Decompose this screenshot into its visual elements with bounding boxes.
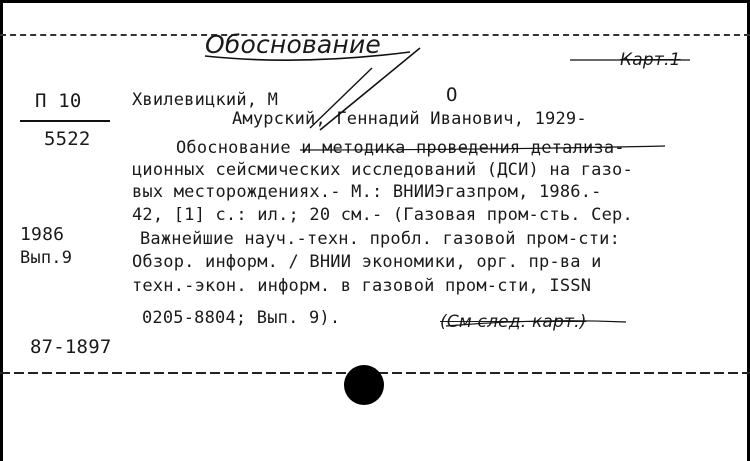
see-next-underline	[446, 321, 626, 326]
title-pointer-line	[320, 48, 420, 130]
title-word-underline	[300, 146, 665, 150]
description-line-5: Важнейшие науч.-техн. пробл. газовой пром-сти:	[140, 229, 621, 249]
description-line-1: Обоснование и методика проведения детализа-	[176, 138, 625, 158]
publication-year: 1986	[20, 224, 65, 245]
shelf-mark: П 10	[35, 90, 82, 112]
see-next-card-note: (См след. карт.)	[440, 312, 587, 332]
author-heading: Хвилевицкий, М	[132, 90, 279, 110]
author-extra-letter: О	[446, 84, 458, 106]
coauthor-line: Амурский, Геннадий Иванович, 1929-	[232, 109, 587, 129]
description-line-8: 0205-8804; Вып. 9).	[142, 308, 341, 328]
issue-number: Вып.9	[20, 248, 73, 268]
handwritten-title: Обоснование	[205, 30, 382, 59]
accession-number: 87-1897	[30, 336, 112, 358]
inventory-number: 5522	[44, 128, 91, 150]
description-line-7: техн.-экон. информ. в газовой пром-сти, ISSN	[132, 276, 592, 296]
description-line-4: 42, [1] с.: ил.; 20 см.- (Газовая пром-сть. Сер.	[132, 205, 633, 225]
card-number: Карт.1	[620, 50, 681, 70]
description-line-3: вых месторождениях.- М.: ВНИИЭгазпром, 1986.-	[132, 182, 602, 202]
description-line-6: Обзор. информ. / ВНИИ экономики, орг. пр-ва и	[132, 252, 602, 272]
title-underline	[205, 52, 410, 60]
title-pointer-line-2	[310, 68, 372, 128]
description-line-2: ционных сейсмических исследований (ДСИ) на газо-	[132, 160, 633, 180]
